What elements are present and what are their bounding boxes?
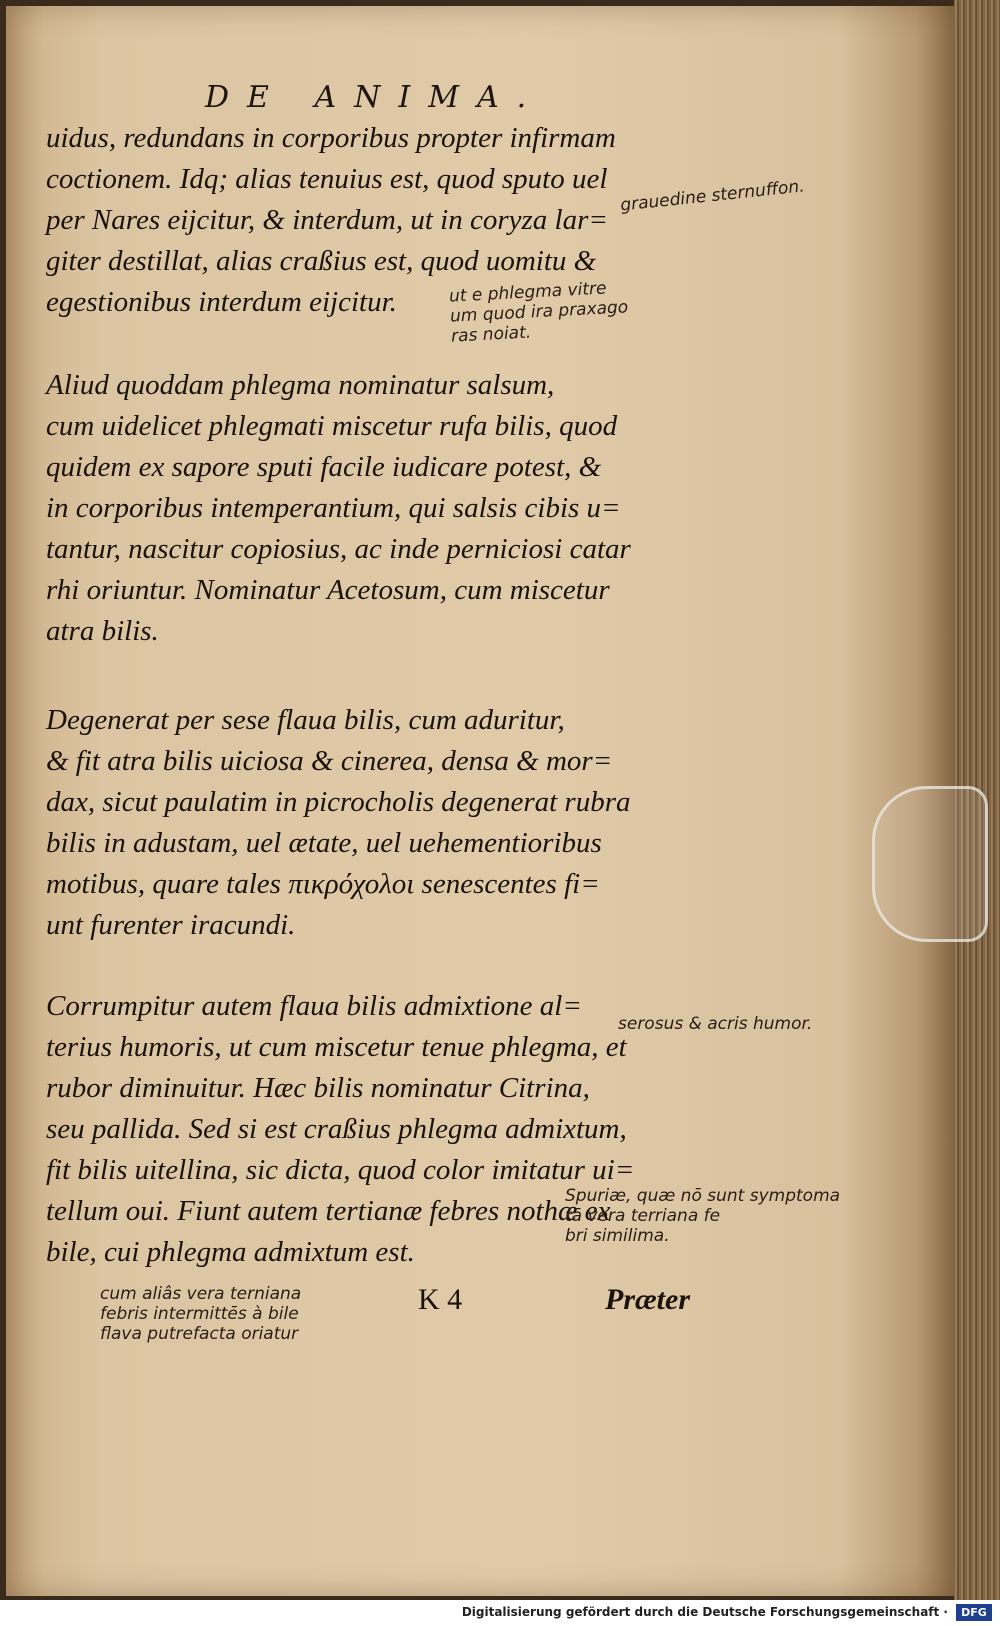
dfg-logo-icon: DFG <box>956 1604 992 1621</box>
marginal-note-3: serosus & acris humor. <box>618 1014 813 1034</box>
catchword: Præter <box>605 1283 690 1316</box>
marginal-note-2: ut e phlegma vitre um quod ira praxago ras noiat. <box>448 278 629 347</box>
paragraph-4: Corrumpitur autem flaua bilis admixtione al= terius humoris, ut cum miscetur tenue phlegma, et rubor diminuitur. Hæc bilis nominatur Citrina, seu pallida. Sed si est craßius phlegma admixtum, fit bilis uitellina, sic dicta, quod color imitatur ui= tellum oui. Fiunt autem tertianæ febres nothæ ex bile, cui phlegma admixtum est. <box>46 990 635 1268</box>
paragraph-2: Aliud quoddam phlegma nominatur salsum, cum uidelicet phlegmati miscetur rufa bilis, quod quidem ex sapore sputi facile iudicare potest, & in corporibus intemperantium, qui salsis cibis u= tantur, nascitur copiosius, ac inde perniciosi catar rhi oriuntur. Nominatur Acetosum, cum miscetur atra bilis. <box>46 369 631 647</box>
footer-credit: Digitalisierung gefördert durch die Deutsche Forschungsgemeinschaft · <box>461 1605 948 1619</box>
paragraph-1: uidus, redundans in corporibus propter infirmam coctionem. Idq; alias tenuius est, quod sputo uel per Nares eijcitur, & interdum, ut in coryza lar= giter destillat, alias craßius est, quod uomitu & egestionibus interdum eijcitur. <box>46 122 616 318</box>
page-clip <box>872 786 988 942</box>
signature-mark: K 4 <box>418 1283 463 1316</box>
digitization-footer <box>0 1600 1000 1626</box>
running-head: DE ANIMA. <box>205 80 545 115</box>
marginal-note-4: Spuriæ, quæ nō sunt symptoma tā vera terriana fe bri similima. <box>565 1186 841 1246</box>
marginal-note-5: cum aliâs vera terniana febris intermittēs à bile flava putrefacta oriatur <box>100 1284 302 1344</box>
marginal-note-1: grauedine sternuffon. <box>619 176 806 216</box>
paragraph-3: Degenerat per sese flaua bilis, cum aduritur, & fit atra bilis uiciosa & cinerea, densa & mor= dax, sicut paulatim in picrocholis degenerat rubra bilis in adustam, uel ætate, uel uehementioribus motibus, quare tales πικρόχολοι senescentes fi= unt furenter iracundi. <box>46 704 631 941</box>
